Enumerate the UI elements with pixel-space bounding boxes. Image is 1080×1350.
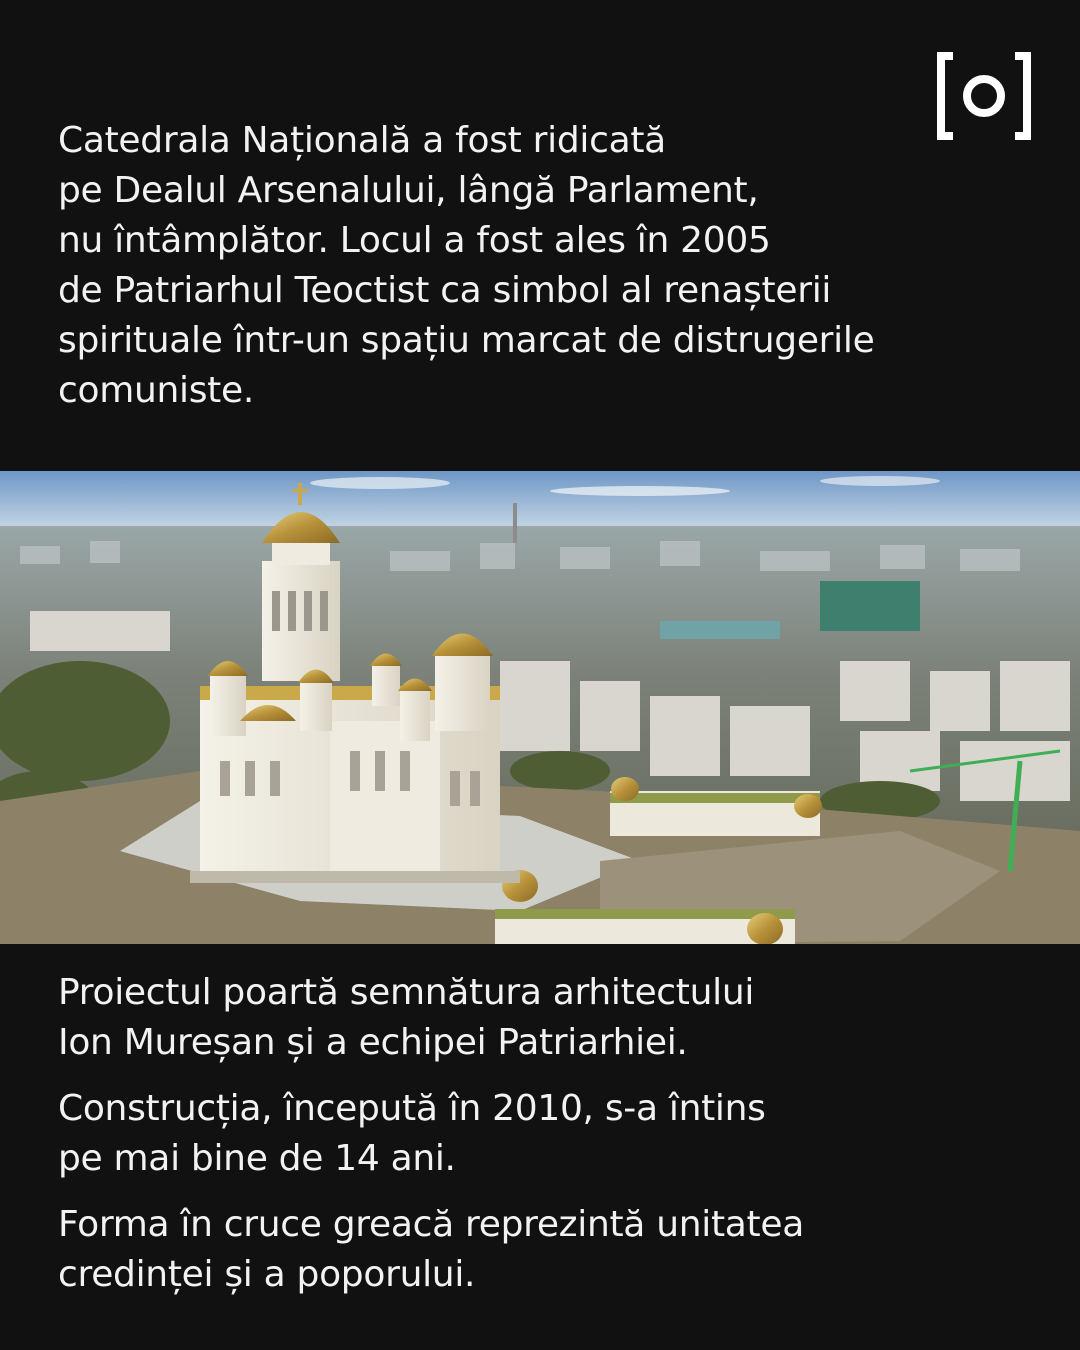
cathedral-aerial-photo — [0, 471, 1080, 944]
fact-line: Construcția, începută în 2010, s-a întins — [58, 1088, 766, 1129]
facts-section — [58, 968, 1048, 1316]
intro-line: nu întâmplător. Locul a fost ales în 2005 — [58, 220, 771, 261]
intro-paragraph — [58, 116, 1048, 416]
fact-line: credinței și a poporului. — [58, 1254, 476, 1295]
fact-line: Proiectul poartă semnătura arhitectului — [58, 972, 755, 1013]
fact-architect — [58, 968, 1048, 1068]
fact-construction — [58, 1084, 1048, 1184]
fact-greek-cross — [58, 1200, 1048, 1300]
fact-line: Forma în cruce greacă reprezintă unitatea — [58, 1204, 804, 1245]
intro-line: spirituale într-un spațiu marcat de distrugerile — [58, 320, 875, 361]
intro-line: de Patriarhul Teoctist ca simbol al renașterii — [58, 270, 832, 311]
intro-line: Catedrala Națională a fost ridicată — [58, 120, 666, 161]
intro-line: comuniste. — [58, 370, 254, 411]
intro-line: pe Dealul Arsenalului, lângă Parlament, — [58, 170, 759, 211]
fact-line: pe mai bine de 14 ani. — [58, 1138, 456, 1179]
fact-line: Ion Mureșan și a echipei Patriarhiei. — [58, 1022, 688, 1063]
